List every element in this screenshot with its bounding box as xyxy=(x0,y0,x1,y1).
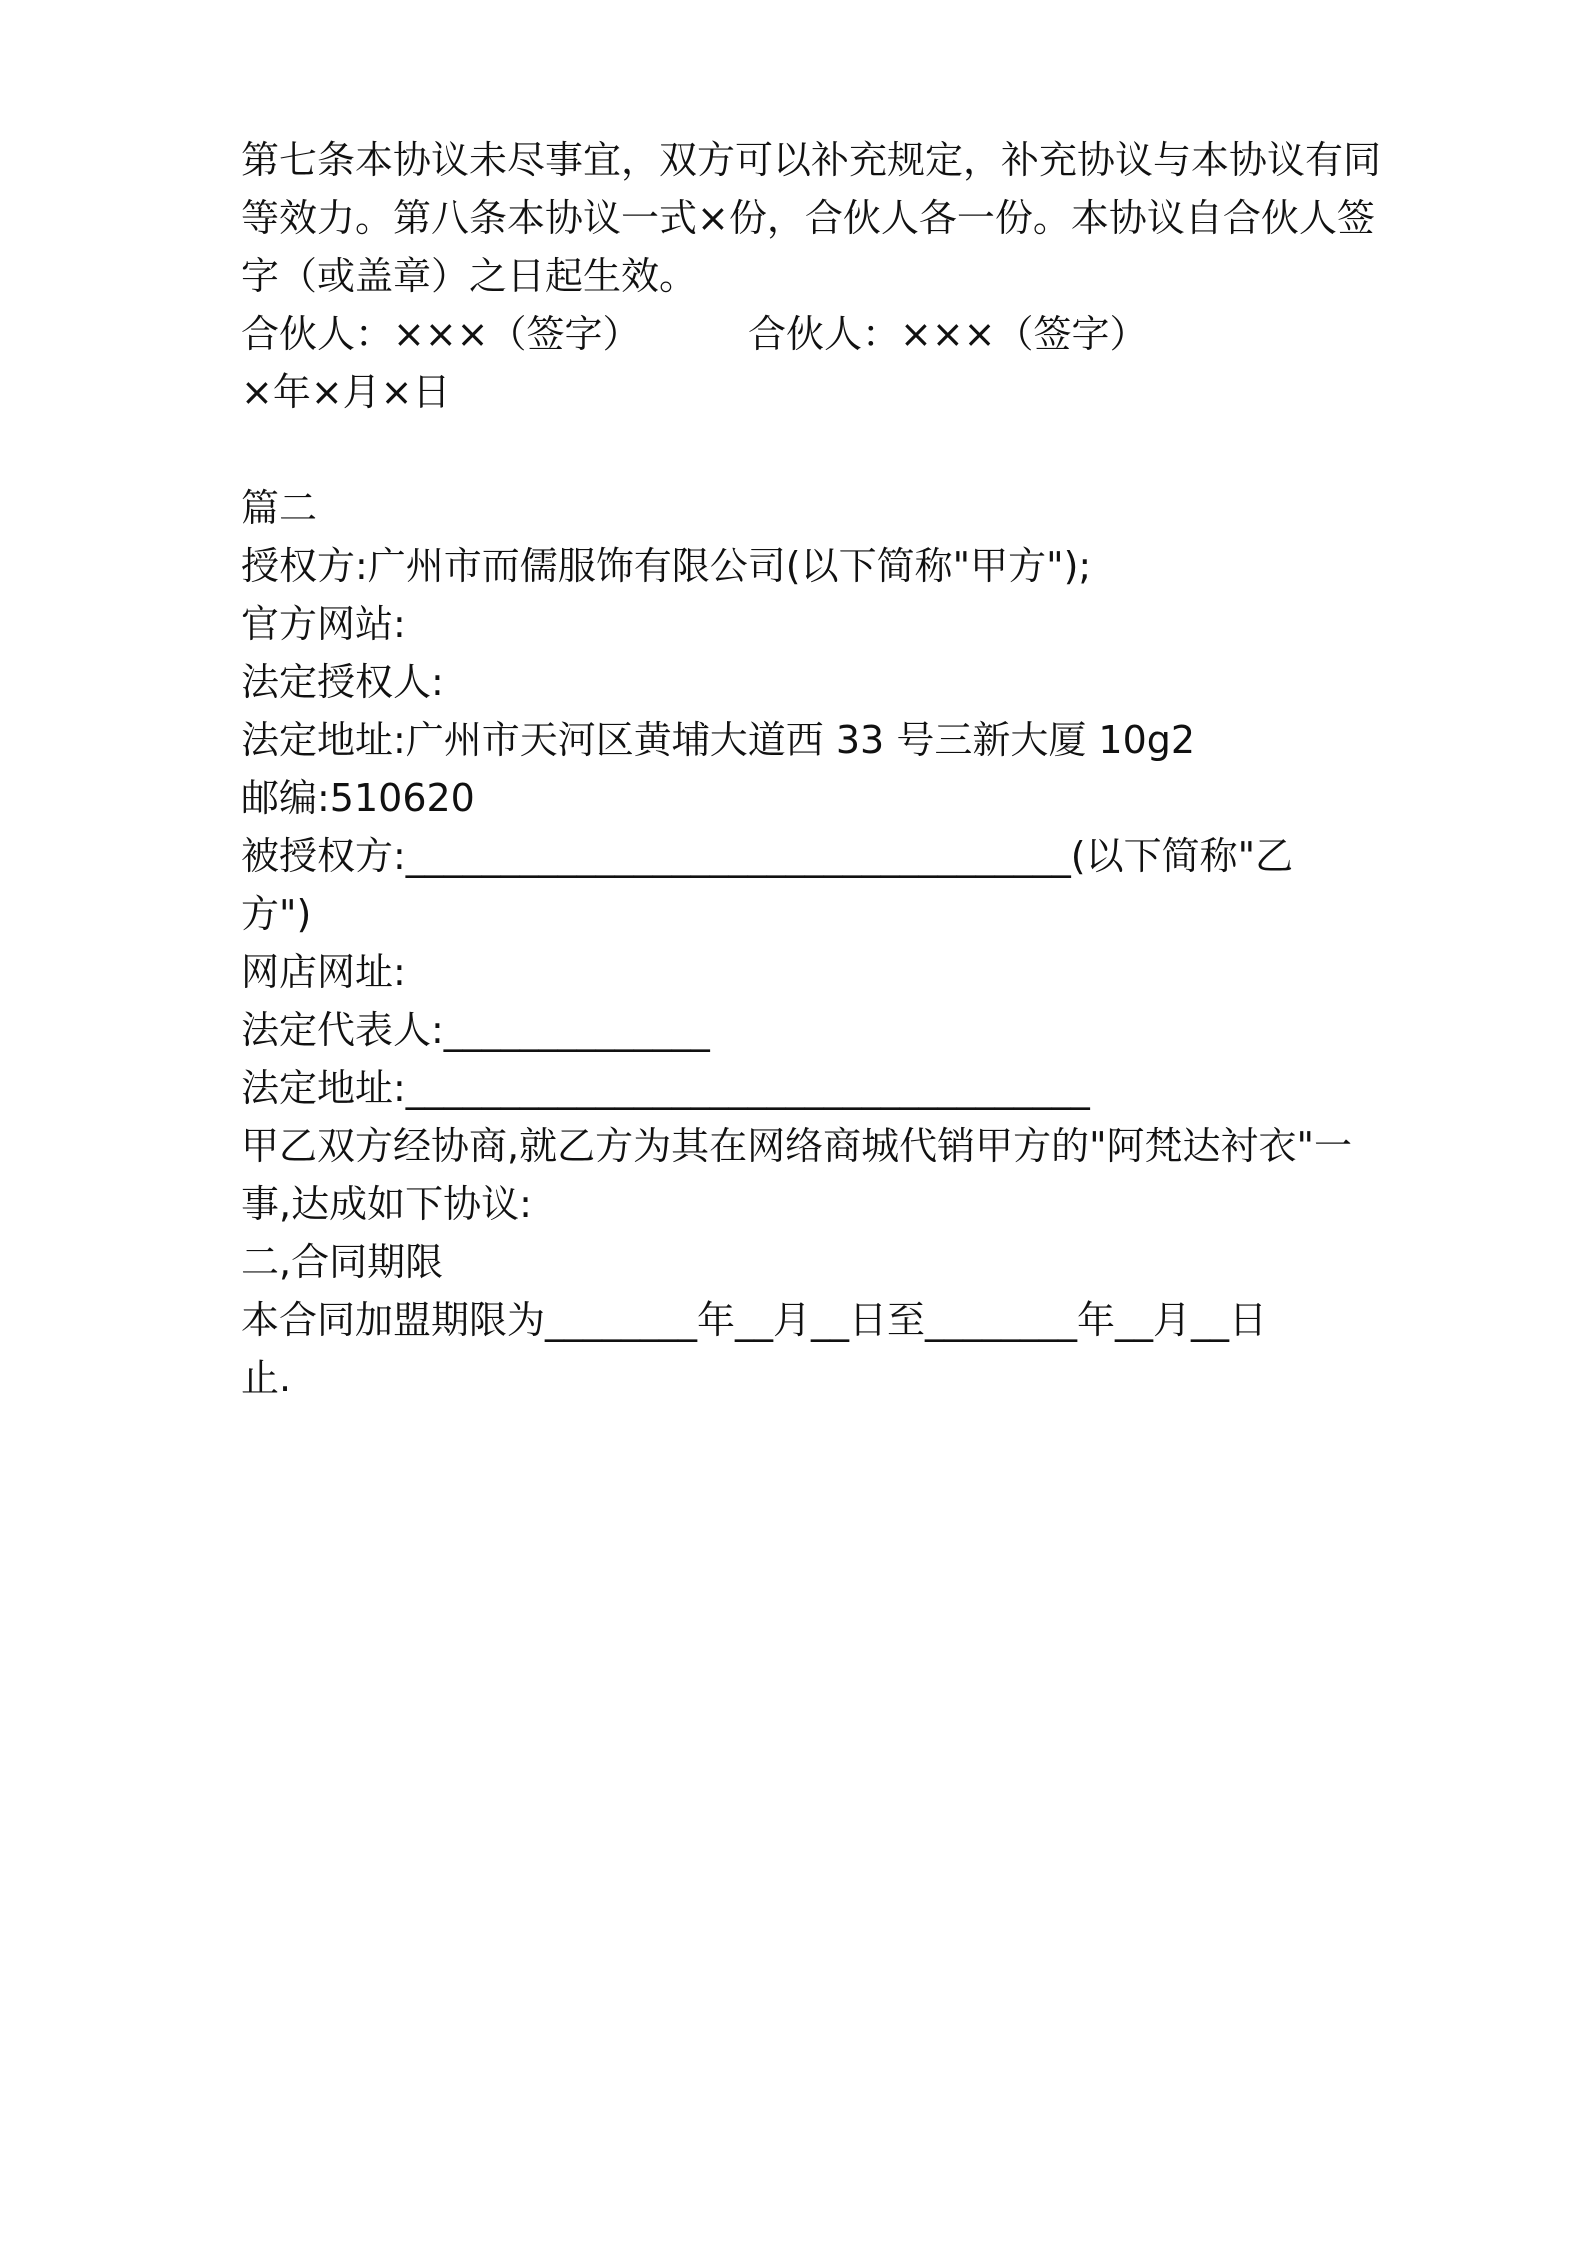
shop-url-line: 网店网址: xyxy=(241,950,406,994)
legal-authorizer-line: 法定授权人: xyxy=(241,660,444,704)
clause-seven-line-2: 等效力。第八条本协议一式×份，合伙人各一份。本协议自合伙人签 xyxy=(241,196,1375,240)
legal-address-2-line: 法定地址:____________________________________ xyxy=(241,1066,1090,1110)
clause-seven-line-1: 第七条本协议未尽事宜，双方可以补充规定，补充协议与本协议有同 xyxy=(241,138,1382,182)
clause-seven-line-3: 字（或盖章）之日起生效。 xyxy=(241,254,698,298)
agreement-line-1: 甲乙双方经协商,就乙方为其在网络商城代销甲方的"阿梵达衬衣"一 xyxy=(241,1124,1353,1168)
authorizer-line: 授权方:广州市而儒服饰有限公司(以下简称"甲方"); xyxy=(241,544,1092,588)
term-heading: 二,合同期限 xyxy=(241,1240,444,1284)
section-heading: 篇二 xyxy=(241,486,318,530)
agreement-line-2: 事,达成如下协议: xyxy=(241,1182,532,1226)
signature-left: 合伙人：×××（签字） xyxy=(241,312,641,356)
postcode-line: 邮编:510620 xyxy=(241,776,475,820)
term-line-2: 止. xyxy=(241,1356,292,1400)
website-line: 官方网站: xyxy=(241,602,406,646)
authorized-party-line-1: 被授权方:___________________________________(以下简称"乙 xyxy=(241,834,1294,878)
legal-rep-line: 法定代表人:______________ xyxy=(241,1008,710,1052)
term-line-1: 本合同加盟期限为________年__月__日至________年__月__日 xyxy=(241,1298,1268,1342)
signature-right: 合伙人：×××（签字） xyxy=(748,312,1148,356)
signature-date: ×年×月×日 xyxy=(241,370,451,414)
legal-address-line: 法定地址:广州市天河区黄埔大道西 33 号三新大厦 10g2 xyxy=(241,718,1196,762)
authorized-party-line-2: 方") xyxy=(241,892,312,936)
